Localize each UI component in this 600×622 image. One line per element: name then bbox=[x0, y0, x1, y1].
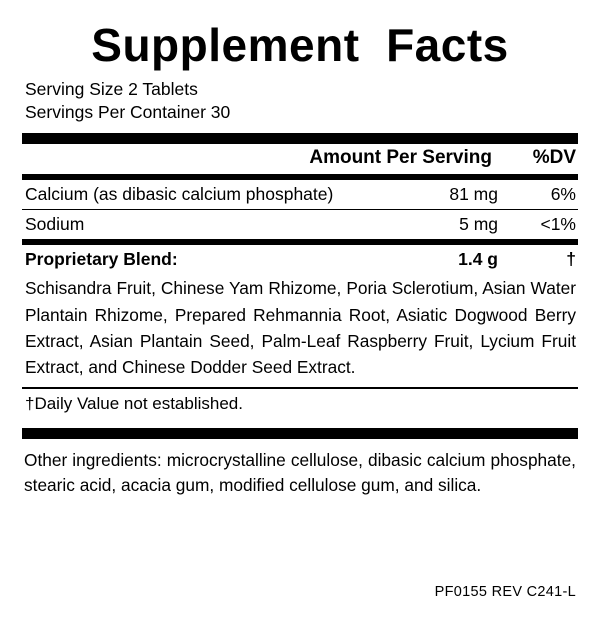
proprietary-blend-row bbox=[22, 245, 578, 274]
table-row bbox=[22, 180, 578, 209]
divider-thick-top bbox=[22, 133, 578, 144]
nutrient-dv: <1% bbox=[540, 214, 576, 235]
amount-per-serving-header: Amount Per Serving bbox=[309, 146, 492, 168]
page-title: Supplement Facts bbox=[91, 19, 509, 71]
table-row bbox=[22, 210, 578, 239]
serving-size: Serving Size 2 Tablets bbox=[25, 79, 198, 99]
daily-value-footnote: †Daily Value not established. bbox=[25, 393, 243, 413]
supplement-facts-panel bbox=[0, 19, 600, 622]
dv-header: %DV bbox=[532, 146, 576, 168]
blend-dv: † bbox=[566, 249, 576, 270]
blend-name: Proprietary Blend: bbox=[25, 249, 178, 270]
product-code: PF0155 REV C241-L bbox=[434, 584, 576, 600]
blend-ingredients: Schisandra Fruit, Chinese Yam Rhizome, Poria Sclerotium, Asian Water Plantain Rhizome, Prepared Rehmannia Root, Asiatic Dogwood Berry Extract, Asian Plantain Seed, Palm-Leaf Raspberry Fruit, Lycium Fruit Extract, and Chinese Dodder Seed Extract. bbox=[25, 278, 576, 378]
serving-info bbox=[22, 78, 578, 125]
nutrient-name: Sodium bbox=[25, 214, 85, 235]
table-header-row bbox=[22, 144, 578, 174]
nutrient-amount: 5 mg bbox=[459, 214, 498, 235]
other-ingredients: Other ingredients: microcrystalline cellulose, dibasic calcium phosphate, stearic acid, acacia gum, modified cellulose gum, and silica. bbox=[24, 449, 576, 496]
blend-amount: 1.4 g bbox=[458, 249, 498, 270]
nutrient-dv: 6% bbox=[550, 183, 576, 204]
nutrient-amount: 81 mg bbox=[449, 183, 498, 204]
nutrient-name: Calcium (as dibasic calcium phosphate) bbox=[25, 183, 334, 204]
servings-per-container: Servings Per Container 30 bbox=[25, 102, 231, 123]
divider-thick-bottom bbox=[22, 428, 578, 439]
